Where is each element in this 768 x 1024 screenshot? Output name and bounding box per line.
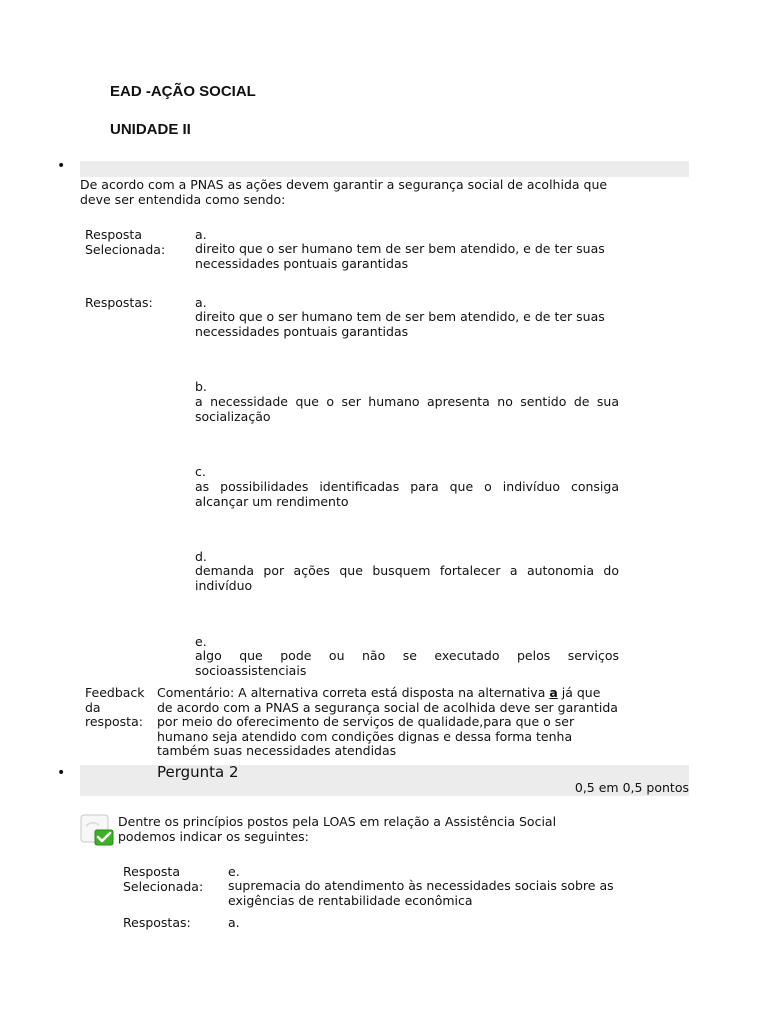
document-title: EAD -AÇÃO SOCIAL (110, 83, 256, 100)
answer-e-letter: e. (195, 634, 207, 649)
answer-e-text: algo que pode ou não se executado pelos serviços socioassistenciais (195, 648, 619, 678)
selected-answer-label: Resposta Selecionada: (85, 227, 166, 257)
answer-d-text: demanda por ações que busquem fortalecer a autonomia do indivíduo (195, 563, 619, 593)
feedback-label: Feedback da resposta: (85, 685, 145, 729)
q2-selected-answer-label: Resposta Selecionada: (123, 864, 204, 894)
q2-selected-answer-letter: e. (228, 864, 240, 879)
question-1-text: De acordo com a PNAS as ações devem garantir a segurança social de acolhida que deve ser entendida como sendo: (80, 177, 608, 207)
answer-c-letter: c. (195, 464, 206, 479)
question-2-points: 0,5 em 0,5 pontos (574, 780, 689, 795)
correct-check-icon (80, 814, 114, 846)
selected-answer-letter: a. (195, 227, 207, 242)
question-2-bullet: • (57, 765, 66, 781)
answer-c-text: as possibilidades identificadas para que o indivíduo consiga alcançar um rendimento (195, 479, 619, 509)
unit-title: UNIDADE II (110, 121, 191, 138)
question-1-header-bar (80, 161, 689, 177)
feedback-correct-letter: a (549, 685, 558, 700)
answer-a-text: direito que o ser humano tem de ser bem atendido, e de ter suas necessidades pontuais garantidas (195, 309, 605, 339)
question-2-title: Pergunta 2 (157, 763, 239, 781)
feedback-text-start: Comentário: A alternativa correta está disposta na alternativa (157, 685, 550, 700)
question-1-bullet: • (57, 158, 66, 174)
feedback-text-end: já que de acordo com a PNAS a segurança social de acolhida deve ser garantida por meio do oferecimento de serviços de qualidade,para que o ser humano seja atendido com condições dignas e dessa forma tenha também suas necessidades atendidas (157, 685, 618, 758)
selected-answer-text: direito que o ser humano tem de ser bem atendido, e de ter suas necessidades pontuais garantidas (195, 241, 605, 271)
answer-d-letter: d. (195, 549, 207, 564)
answer-b-letter: b. (195, 379, 207, 394)
answer-b-text: a necessidade que o ser humano apresenta no sentido de sua socialização (195, 394, 619, 424)
q2-answer-a-letter: a. (228, 915, 240, 930)
q2-selected-answer-text: supremacia do atendimento às necessidades sociais sobre as exigências de rentabilidade econômica (228, 878, 614, 908)
answers-label: Respostas: (85, 295, 153, 310)
feedback-text (157, 686, 619, 759)
q2-answers-label: Respostas: (123, 915, 191, 930)
answer-a-letter: a. (195, 295, 207, 310)
question-2-text: Dentre os princípios postos pela LOAS em relação a Assistência Social podemos indicar os seguintes: (118, 814, 557, 844)
